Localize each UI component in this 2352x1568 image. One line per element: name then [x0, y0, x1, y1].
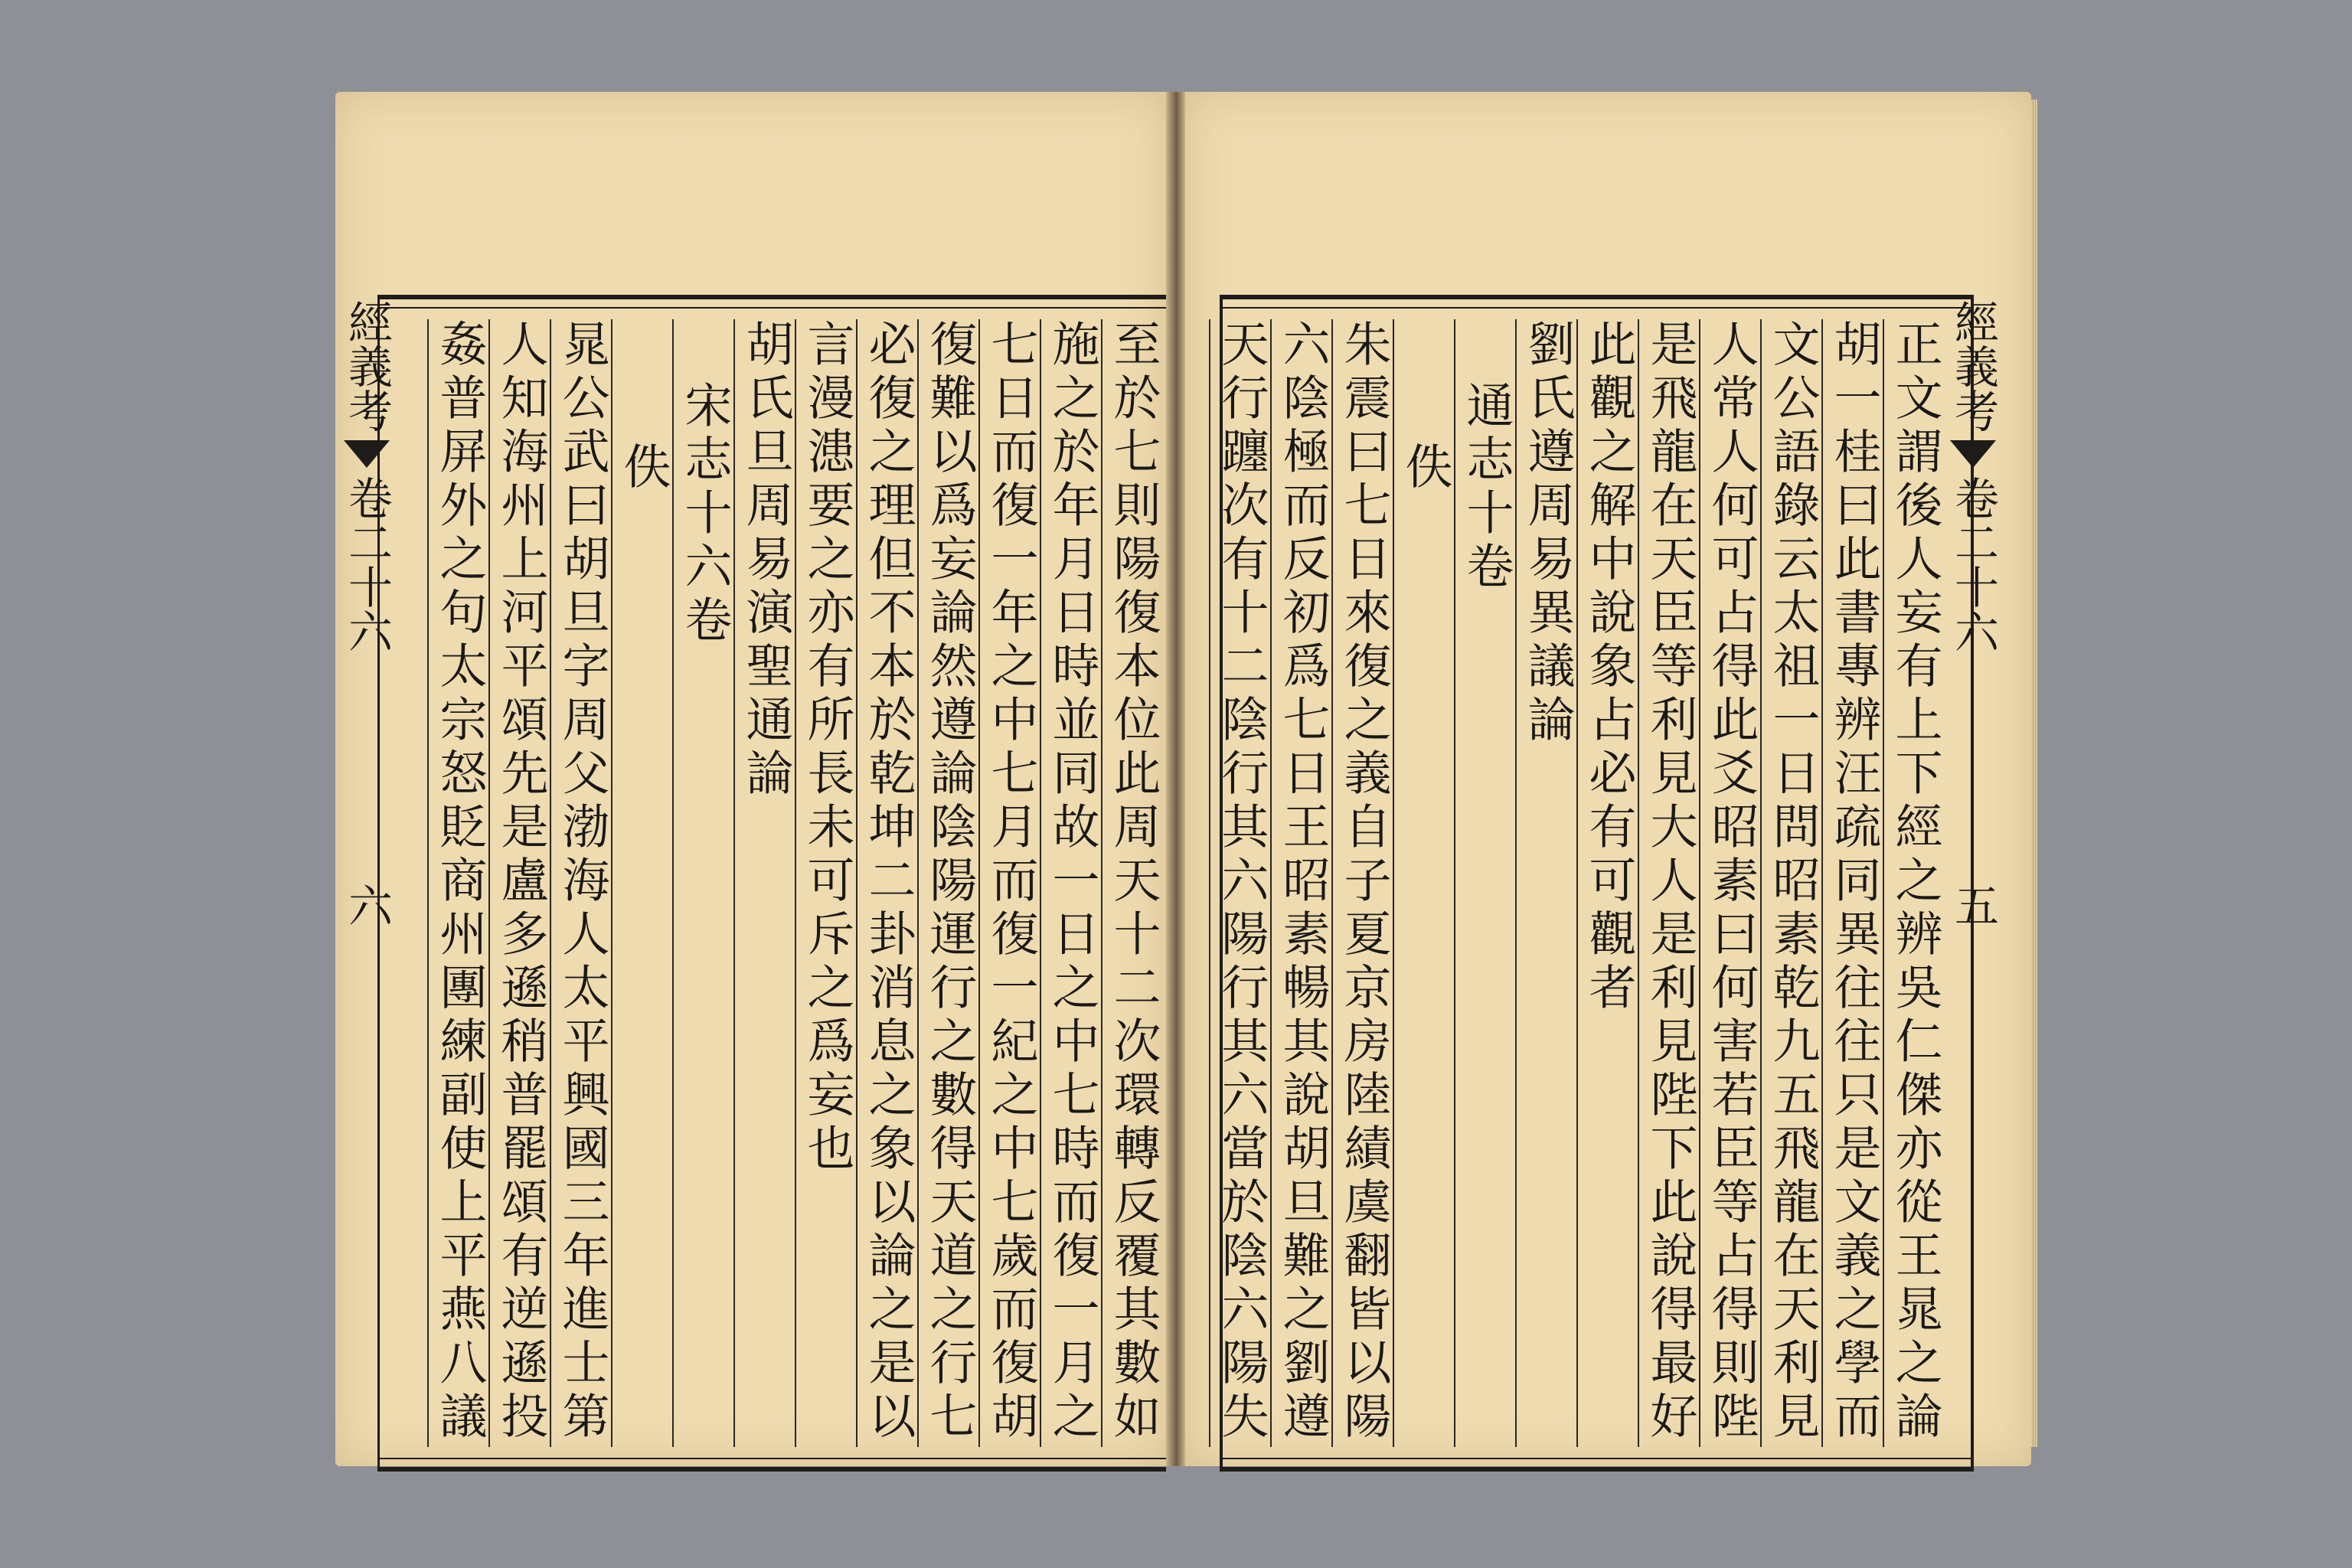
- text-column: [611, 319, 674, 1447]
- text-column: [795, 319, 858, 1447]
- column-text: 必復之理但不本於乾坤二卦消息之象以論之是以: [861, 319, 916, 1445]
- page-edges: [2031, 100, 2037, 1447]
- frame-rule-top: [380, 307, 1166, 309]
- margin-volume: 卷二十六: [341, 475, 393, 653]
- column-text: 天行躔次有十二陰行其六陽行其六當於陰六陽失: [1214, 319, 1269, 1445]
- margin-folio: 六: [341, 883, 393, 927]
- book-heading: 劉氏遵周易異議論: [1520, 319, 1576, 748]
- column-text: 姦普屏外之句太宗怒貶商州團練副使上平燕八議: [432, 319, 488, 1445]
- text-column: [1638, 319, 1700, 1447]
- right-text-frame: [1214, 295, 1999, 1472]
- column-text: 人常人何可占得此爻昭素曰何害若臣等占得則陛: [1704, 319, 1759, 1445]
- left-page: [335, 92, 1166, 1466]
- text-column: [427, 319, 490, 1447]
- catalog-note: 通志十卷: [1459, 381, 1514, 595]
- frame-rule-top: [1223, 307, 1971, 309]
- open-book: [335, 92, 2031, 1466]
- frame-rule-bottom: [380, 1458, 1166, 1459]
- text-column: [1883, 319, 1945, 1447]
- column-text: 六陰極而反初爲七日王昭素暢其說胡旦難之劉遵: [1275, 319, 1331, 1445]
- text-column: [1515, 319, 1578, 1447]
- column-text: 言漫漶要之亦有所長未可斥之爲妄也: [799, 319, 855, 1177]
- text-column: [1101, 319, 1164, 1447]
- margin-title: 經義考: [1947, 299, 1999, 433]
- right-margin-strip: [1946, 299, 2000, 1467]
- catalog-note: 宋志十六卷: [677, 381, 733, 648]
- book-heading: 胡氏旦周易演聖通論: [738, 319, 794, 802]
- book-gutter: [1166, 92, 1185, 1466]
- column-text: 復難以爲妄論然遵論陰陽運行之數得天道之行七: [922, 319, 978, 1445]
- margin-title: 經義考: [341, 299, 393, 433]
- frame-rule-bottom: [1223, 1458, 1971, 1459]
- fish-tail-mark: [1950, 440, 1996, 468]
- text-column: [856, 319, 919, 1447]
- text-column: [1699, 319, 1762, 1447]
- text-column: [733, 319, 796, 1447]
- text-column: [978, 319, 1041, 1447]
- margin-volume: 卷二十六: [1947, 475, 1999, 653]
- text-column: [1209, 319, 1272, 1447]
- text-column: [917, 319, 980, 1447]
- text-column: [550, 319, 612, 1447]
- column-text: 文公語錄云太祖一日問昭素乾九五飛龍在天利見: [1765, 319, 1821, 1445]
- text-column: [1576, 319, 1639, 1447]
- text-column: [1393, 319, 1455, 1447]
- text-column: [672, 319, 735, 1447]
- margin-folio: 五: [1947, 883, 1999, 927]
- left-margin-strip: [340, 299, 394, 1467]
- text-column: [1270, 319, 1333, 1447]
- text-column: [1454, 319, 1517, 1447]
- column-text: 人知海州上河平頌先是盧多遜稍普罷頌有逆遜投: [493, 319, 549, 1445]
- column-text: 七日而復一年之中七月而復一紀之中七歲而復胡: [983, 319, 1039, 1445]
- column-text: 晁公武曰胡旦字周父渤海人太平興國三年進士第: [554, 319, 610, 1445]
- column-text: 此觀之解中說象占必有可觀者: [1581, 319, 1637, 1016]
- right-page: [1185, 92, 2031, 1466]
- text-column: [1760, 319, 1823, 1447]
- column-text: 朱震曰七日來復之義自子夏京房陸績虞翻皆以陽: [1336, 319, 1392, 1445]
- text-column: [1821, 319, 1884, 1447]
- column-text: 胡一桂曰此書專辨汪疏同異往往只是文義之學而: [1826, 319, 1882, 1445]
- text-column: [1040, 319, 1102, 1447]
- fish-tail-mark: [344, 440, 390, 468]
- status-note: 佚: [616, 442, 671, 495]
- column-text: 施之於年月日時並同故一日之中七時而復一月之: [1044, 319, 1100, 1445]
- column-text: 是飛龍在天臣等利見大人是利見陛下此說得最好: [1642, 319, 1698, 1445]
- column-text: 至於七則陽復本位此周天十二次環轉反覆其數如: [1106, 319, 1161, 1445]
- text-column: [1331, 319, 1394, 1447]
- status-note: 佚: [1397, 442, 1453, 495]
- text-column: [488, 319, 551, 1447]
- column-text: 正文謂後人妄有上下經之辨吳仁傑亦從王晁之論: [1887, 319, 1943, 1445]
- left-text-frame: [341, 295, 1166, 1472]
